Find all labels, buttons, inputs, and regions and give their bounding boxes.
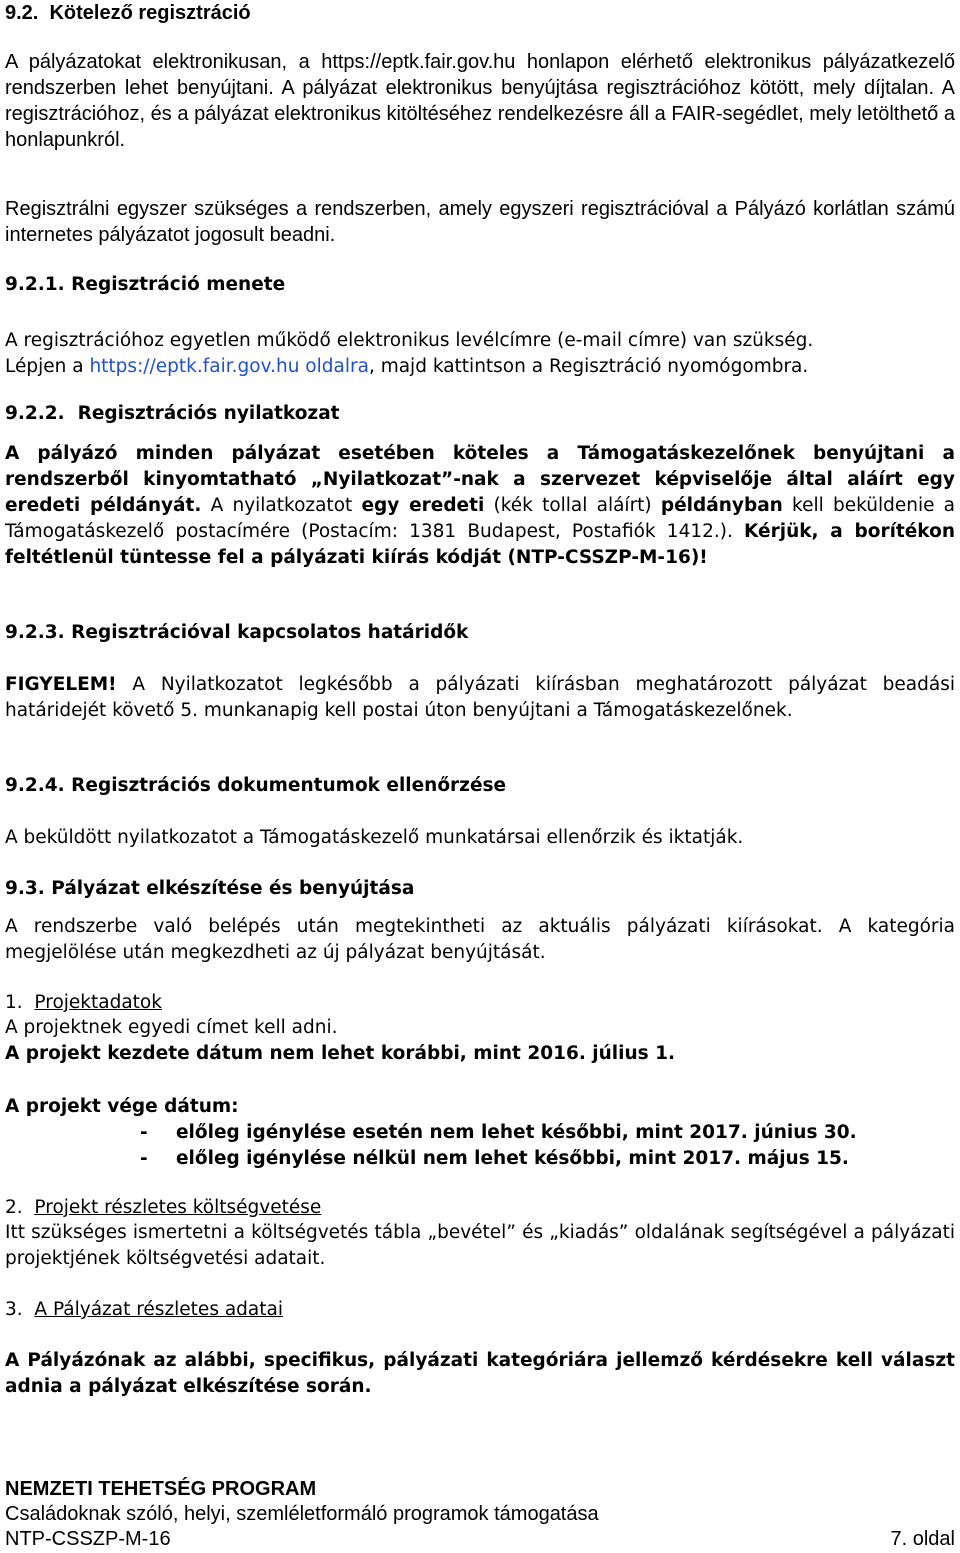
section-number: 9.2.1. [5, 274, 65, 295]
list-item-3-heading [5, 1297, 955, 1323]
paragraph-s922 [5, 441, 955, 571]
list-number: 2. [5, 1197, 23, 1218]
fair-link[interactable]: https://eptk.fair.gov.hu oldalra [89, 356, 369, 377]
section-number: 9.2.2. [5, 403, 65, 424]
section-heading-9-2-4 [5, 773, 955, 799]
paragraph-s92-p1: A pályázatokat elektronikusan, a https://eptk.fair.gov.hu honlapon elérhető elektronikus pályázatkezelő rendszerben lehet benyújtani. A pályázat elektronikus benyújtása regisztrációhoz kötött, mely díjtalan. A regisztrációhoz, és a pályázat elektronikus kitöltéséhez rendelkezésre áll a FAIR-segédlet, mely letölthető a honlapunkról. [5, 51, 955, 151]
end-date-title: A projekt vége dátum: [5, 1096, 239, 1117]
bold-text: egy eredeti [361, 495, 485, 516]
footer-code: NTP-CSSZP-M-16 [5, 1528, 171, 1550]
section-heading-9-2-3 [5, 620, 955, 646]
section-title: Kötelező regisztráció [49, 2, 251, 24]
end-date-bullet-a [140, 1120, 857, 1146]
list-item-1-line2: A projekt kezdete dátum nem lehet korábbi, mint 2016. július 1. [5, 1043, 676, 1064]
section-heading-9-2 [5, 0, 955, 26]
section-number: 9.2.3. [5, 622, 65, 643]
final-paragraph: A Pályázónak az alábbi, specifikus, pályázati kategóriára jellemző kérdésekre kell választ adnia a pályázat elkészítése során. [5, 1350, 955, 1397]
section-title: Regisztrációval kapcsolatos határidők [71, 622, 469, 643]
page-number: 7. oldal [890, 1528, 955, 1550]
section-heading-9-3 [5, 876, 955, 902]
paragraph-s921-p1: A regisztrációhoz egyetlen működő elektronikus levélcímre (e-mail címre) van szükség. [5, 330, 814, 351]
list-item-title: Projektadatok [34, 992, 162, 1013]
bold-text: Kérjük, a borítékon feltétlenül tüntesse fel a pályázati kiírás kódját (NTP-CSSZP-M-16)! [5, 521, 955, 568]
dash-bullet: - [140, 1122, 148, 1143]
end-date-bullet-b [140, 1146, 849, 1172]
list-item-2-text: Itt szükséges ismertetni a költségvetés tábla „bevétel” és „kiadás” oldalának segítségével a pályázati projektjének költségvetési adatait. [5, 1222, 955, 1269]
text-span: A nyilatkozatot [201, 495, 362, 516]
section-title: Regisztráció menete [71, 274, 286, 295]
list-item-title: A Pályázat részletes adatai [34, 1299, 283, 1320]
paragraph-s924: A beküldött nyilatkozatot a Támogatáskezelő munkatársai ellenőrzik és iktatják. [5, 827, 744, 848]
section-title: Regisztrációs dokumentumok ellenőrzése [71, 775, 507, 796]
bold-text: A pályázó minden pályázat esetében köteles a Támogatáskezelőnek benyújtani a rendszerből kinyomtatható „Nyilatkozat”-nak a szervezet képviselője által aláírt egy eredeti példányát. [5, 443, 955, 516]
text-span: (kék tollal aláírt) [484, 495, 661, 516]
section-heading-9-2-1 [5, 272, 955, 298]
list-item-2-heading [5, 1195, 955, 1221]
bullet-text: előleg igénylése nélkül nem lehet későbbi, mint 2017. május 15. [176, 1148, 849, 1169]
bold-text: példányban [660, 495, 783, 516]
page-footer [5, 1477, 955, 1552]
paragraph-s93: A rendszerbe való belépés után megtekintheti az aktuális pályázati kiírásokat. A kategória megjelölése után megkezdheti az új pályázat benyújtását. [5, 916, 955, 963]
text-span: A Nyilatkozatot legkésőbb a pályázati kiírásban meghatározott pályázat beadási határidejét követő 5. munkanapig kell postai úton benyújtani a Támogatáskezelőnek. [5, 674, 955, 721]
bullet-text: előleg igénylése esetén nem lehet későbbi, mint 2017. június 30. [176, 1122, 857, 1143]
dash-bullet: - [140, 1148, 148, 1169]
paragraph-s921-p2 [5, 354, 955, 380]
bold-text: FIGYELEM! [5, 674, 117, 695]
paragraph-s923 [5, 672, 955, 724]
text-span: , majd kattintson a Regisztráció nyomógombra. [368, 356, 809, 377]
section-title: Pályázat elkészítése és benyújtása [51, 878, 415, 899]
section-heading-9-2-2 [5, 401, 955, 427]
footer-program: NEMZETI TEHETSÉG PROGRAM [5, 1478, 317, 1500]
list-item-1-heading [5, 990, 955, 1016]
footer-subtitle: Családoknak szóló, helyi, szemléletformáló programok támogatása [5, 1503, 599, 1525]
section-number: 9.3. [5, 878, 45, 899]
section-number: 9.2. [5, 2, 39, 24]
section-title: Regisztrációs nyilatkozat [77, 403, 340, 424]
text-span: kell beküldenie a Támogatáskezelő postacímére (Postacím: 1381 Budapest, Postafiók 1412.). [5, 495, 956, 542]
footer-bottom-row [5, 1527, 955, 1552]
section-number: 9.2.4. [5, 775, 65, 796]
list-item-title: Projekt részletes költségvetése [34, 1197, 322, 1218]
list-number: 1. [5, 992, 23, 1013]
text-span: Lépjen a [5, 356, 90, 377]
list-number: 3. [5, 1299, 23, 1320]
list-item-1-line1: A projektnek egyedi címet kell adni. [5, 1017, 338, 1038]
paragraph-s92-p2: Regisztrálni egyszer szükséges a rendszerben, amely egyszeri regisztrációval a Pályázó korlátlan számú internetes pályázatot jogosult beadni. [5, 198, 955, 246]
